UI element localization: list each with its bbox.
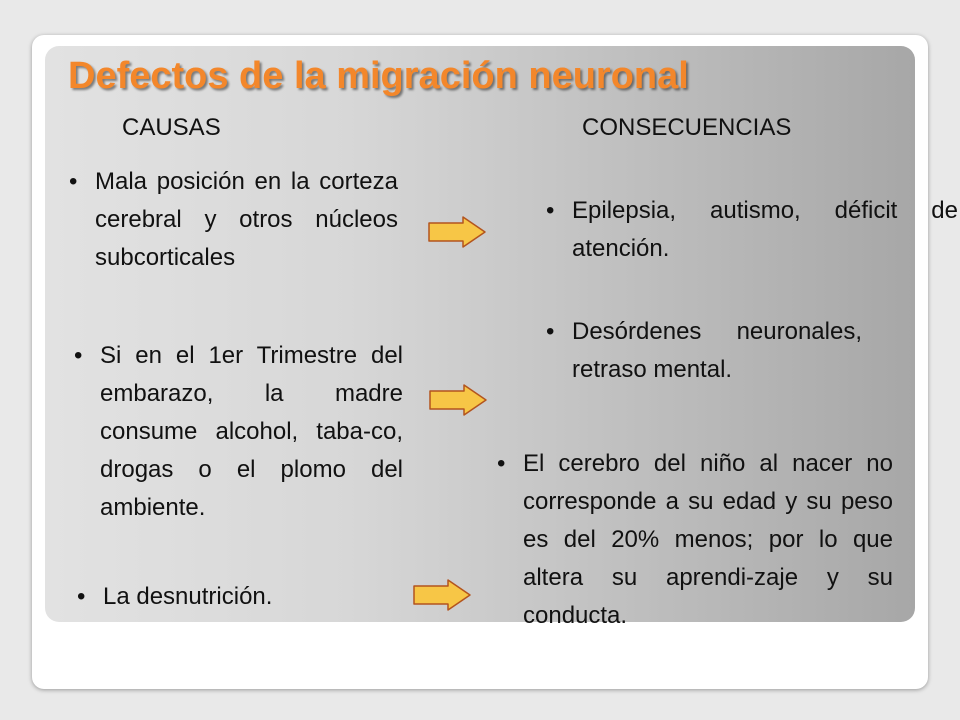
slide-title: Defectos de la migración neuronal <box>68 55 689 97</box>
consequence-item <box>497 445 893 635</box>
bullet-dot: • <box>546 197 555 224</box>
right-arrow-icon <box>427 215 487 249</box>
cause-text: Si en el 1er Trimestre del embarazo, la madre consume alcohol, taba-co, drogas o el plomo del ambiente. <box>100 342 403 521</box>
cause-item <box>74 337 403 527</box>
bullet-dot: • <box>77 583 86 610</box>
consequence-item <box>546 313 862 389</box>
bullet-dot: • <box>546 318 555 345</box>
bullet-dot: • <box>69 168 78 195</box>
consequence-text: Desórdenes neuronales, retraso mental. <box>572 318 862 383</box>
consequence-item <box>546 192 958 268</box>
cause-text: La desnutrición. <box>103 583 273 610</box>
bullet-dot: • <box>497 450 506 477</box>
right-arrow-icon <box>412 578 472 612</box>
cause-item <box>69 163 398 277</box>
consequences-header: CONSECUENCIAS <box>582 114 792 141</box>
consequence-text: Epilepsia, autismo, déficit de atención. <box>572 197 958 262</box>
cause-item <box>77 578 403 616</box>
consequence-text: El cerebro del niño al nacer no corresponde a su edad y su peso es del 20% menos; por lo que altera su aprendi-zaje y su conducta. <box>523 450 893 629</box>
right-arrow-icon <box>428 383 488 417</box>
cause-text: Mala posición en la corteza cerebral y otros núcleos subcorticales <box>95 168 398 271</box>
bullet-dot: • <box>74 342 83 369</box>
causes-header: CAUSAS <box>122 114 221 141</box>
